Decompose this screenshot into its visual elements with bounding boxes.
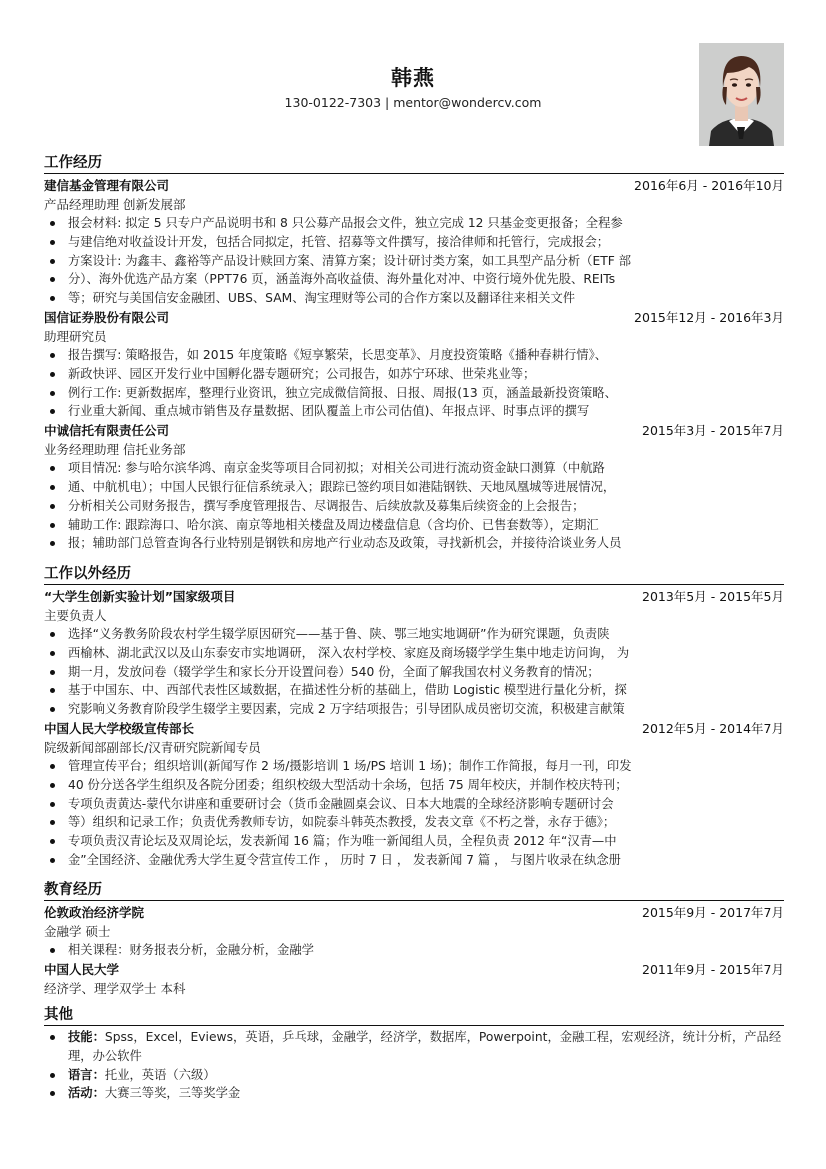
other-list [44, 1028, 784, 1103]
entry-role: 金融学 硕士 [44, 924, 111, 939]
profile-photo [699, 43, 784, 146]
bullet-item: 与建信绝对收益设计开发，包括合同拟定，托管、招募等文件撰写，接洽律师和托管行，完成报会； [44, 233, 784, 252]
bullet-item: 辅助工作: 跟踪海口、哈尔滨、南京等地相关楼盘及周边楼盘信息（含均价、已售套数等），定期汇 [44, 516, 784, 535]
bullet-item: 等）组织和记录工作；负责优秀教师专访，如院泰斗韩英杰教授，发表文章《不朽之誉，永存于德》； [44, 813, 784, 832]
work-entry-1 [44, 176, 784, 308]
education-entry-1 [44, 903, 784, 960]
activities-text: 大赛三等奖，三等奖学金 [104, 1086, 241, 1101]
bullet-item: 报会材料: 拟定 5 只专户产品说明书和 8 只公募产品报会文件，独立完成 12 只基金变更报备；全程参 [44, 214, 784, 233]
bullet-item: 金”全国经济、金融优秀大学生夏令营宣传工作 ， 历时 7 日 ， 发表新闻 7 篇 ， 与图片收录在纨念册 [44, 851, 784, 870]
bullet-item: 专项负责黄达-蒙代尔讲座和重要研讨会（货币金融圆桌会议、日本大地震的全球经济影响专题研讨会 [44, 795, 784, 814]
entry-role: 主要负责人 [44, 608, 107, 623]
section-title-education: 教育经历 [44, 882, 102, 898]
entry-org: 伦敦政治经济学院 [44, 905, 145, 920]
entry-bullets [44, 214, 784, 308]
section-other [44, 1005, 784, 1103]
entry-org: 中诚信托有限责任公司 [44, 423, 170, 439]
section-extra [44, 564, 784, 870]
section-education [44, 880, 784, 998]
bullet-item: 选择“义务教务阶段农村学生辍学原因研究——基于鲁、陕、鄂三地实地调研”作为研究课题，负责陕 [44, 625, 784, 644]
bullet-item: 通、中航机电）；中国人民银行征信系统录入；跟踪已签约项目如港陆钢铁、天地凤凰城等进展情况， [44, 478, 784, 497]
profile-photo-image [699, 43, 784, 146]
education-entry-2 [44, 960, 784, 998]
languages-label: 语言： [68, 1067, 105, 1082]
entry-bullets [44, 941, 784, 960]
section-work [44, 153, 784, 553]
entry-date: 2015年12月 - 2016年3月 [634, 309, 784, 325]
bullet-item: 期一月，发放问卷（辍学学生和家长分开设置问卷）540 份，全面了解我国农村义务教育的情况； [44, 663, 784, 682]
bullet-item: 管理宣传平台；组织培训(新闻写作 2 场/摄影培训 1 场/PS 培训 1 场)；制作工作简报，每月一刊，印发 [44, 757, 784, 776]
entry-role: 助理研究员 [44, 328, 107, 344]
extra-entry-1 [44, 587, 784, 719]
entry-role: 产品经理助理 创新发展部 [44, 197, 186, 212]
entry-date: 2011年9月 - 2015年7月 [642, 961, 784, 977]
entry-bullets [44, 625, 784, 719]
bullet-item: 方案设计: 为鑫丰、鑫裕等产品设计赎回方案、清算方案；设计研讨类方案，如工具型产品分析（ETF 部 [44, 252, 784, 271]
section-title-other: 其他 [44, 1007, 73, 1023]
bullet-item: 基于中国东、中、西部代表性区域数据，在描述性分析的基础上，借助 Logistic 模型进行量化分析，探 [44, 681, 784, 700]
activities-item [44, 1084, 784, 1103]
bullet-item: 相关课程：财务报表分析，金融分析，金融学 [44, 941, 784, 960]
languages-item [44, 1066, 784, 1085]
languages-text: 托业，英语（六级） [104, 1067, 216, 1082]
work-entry-2 [44, 308, 784, 421]
section-divider [44, 1025, 784, 1026]
entry-org: 中国人民大学校级宣传部长 [44, 720, 195, 736]
entry-date: 2013年5月 - 2015年5月 [642, 589, 784, 604]
activities-label: 活动： [68, 1086, 105, 1101]
section-title-extra: 工作以外经历 [44, 566, 131, 582]
entry-date: 2015年3月 - 2015年7月 [642, 423, 784, 439]
bullet-item: 分）、海外优选产品方案（PPT76 页，涵盖海外高收益债、海外量化对冲、中资行境外优先股、REITs [44, 270, 784, 289]
entry-date: 2016年6月 - 2016年10月 [634, 178, 784, 193]
contact-info: 130-0122-7303 | mentor@wondercv.com [284, 95, 542, 110]
section-divider [44, 173, 784, 174]
entry-org: 国信证券股份有限公司 [44, 309, 170, 325]
section-divider [44, 900, 784, 901]
entry-role: 院级新闻部副部长/汉青研究院新闻专员 [44, 739, 261, 755]
skills-text: Spss，Excel，Eviews，英语，乒乓球，金融学，经济学，数据库，Powerpoint，金融工程，宏观经济，统计分析，产品经理，办公软件 [68, 1030, 782, 1063]
bullet-item: 专项负责汉青论坛及双周论坛，发表新闻 16 篇；作为唯一新闻组人员，全程负责 2012 年“汉青—中 [44, 832, 784, 851]
bullet-item: 例行工作: 更新数据库，整理行业资讯，独立完成微信简报、日报、周报(13 页，涵盖最新投资策略、 [44, 384, 784, 403]
bullet-item: 报告撰写: 策略报告，如 2015 年度策略《短享繁荣，长思变革》、月度投资策略《播种春耕行情》、 [44, 346, 784, 365]
bullet-item: 西榆林、湖北武汉以及山东泰安市实地调研， 深入农村学校、家庭及商场辍学学生集中地走访问询， 为 [44, 644, 784, 663]
entry-date: 2012年5月 - 2014年7月 [642, 720, 784, 736]
bullet-item: 项目情况: 参与哈尔滨华鸿、南京金奖等项目合同初拟；对相关公司进行流动资金缺口测算（中航路 [44, 459, 784, 478]
bullet-item: 究影响义务教育阶段学生辍学主要因素，完成 2 万字结项报告；引导团队成员密切交流，积极建言献策 [44, 700, 784, 719]
skills-label: 技能： [68, 1030, 105, 1044]
entry-org: 建信基金管理有限公司 [44, 178, 170, 193]
entry-bullets [44, 346, 784, 421]
bullet-item: 40 份分送各学生组织及各院分团委；组织校级大型活动十余场，包括 75 周年校庆，并制作校庆特刊； [44, 776, 784, 795]
entry-bullets [44, 757, 784, 870]
entry-org: 中国人民大学 [44, 961, 120, 977]
entry-org: “大学生创新实验计划”国家级项目 [44, 589, 236, 604]
section-divider [44, 584, 784, 585]
entry-date: 2015年9月 - 2017年7月 [642, 905, 784, 920]
work-entry-3 [44, 421, 784, 553]
entry-role: 经济学、理学双学士 本科 [44, 980, 186, 996]
bullet-item: 分析相关公司财务报告，撰写季度管理报告、尽调报告、后续放款及募集后续资金的上会报告； [44, 497, 784, 516]
entry-bullets [44, 459, 784, 553]
bullet-item: 等；研究与美国信安金融团、UBS、SAM、淘宝理财等公司的合作方案以及翻译往来相关文件 [44, 289, 784, 308]
bullet-item: 行业重大新闻、重点城市销售及存量数据、团队覆盖上市公司估值)、年报点评、时事点评的撰写 [44, 402, 784, 421]
bullet-item: 新政快评、园区开发行业中国孵化器专题研究；公司报告，如苏宁环球、世荣兆业等； [44, 365, 784, 384]
skills-item [44, 1028, 784, 1066]
entry-role: 业务经理助理 信托业务部 [44, 442, 186, 458]
extra-entry-2 [44, 719, 784, 870]
section-title-work: 工作经历 [44, 155, 102, 171]
candidate-name: 韩燕 [391, 66, 435, 90]
bullet-item: 报；辅助部门总管查询各行业特别是钢铁和房地产行业动态及政策，寻找新机会，并接待洽谈业务人员 [44, 534, 784, 553]
